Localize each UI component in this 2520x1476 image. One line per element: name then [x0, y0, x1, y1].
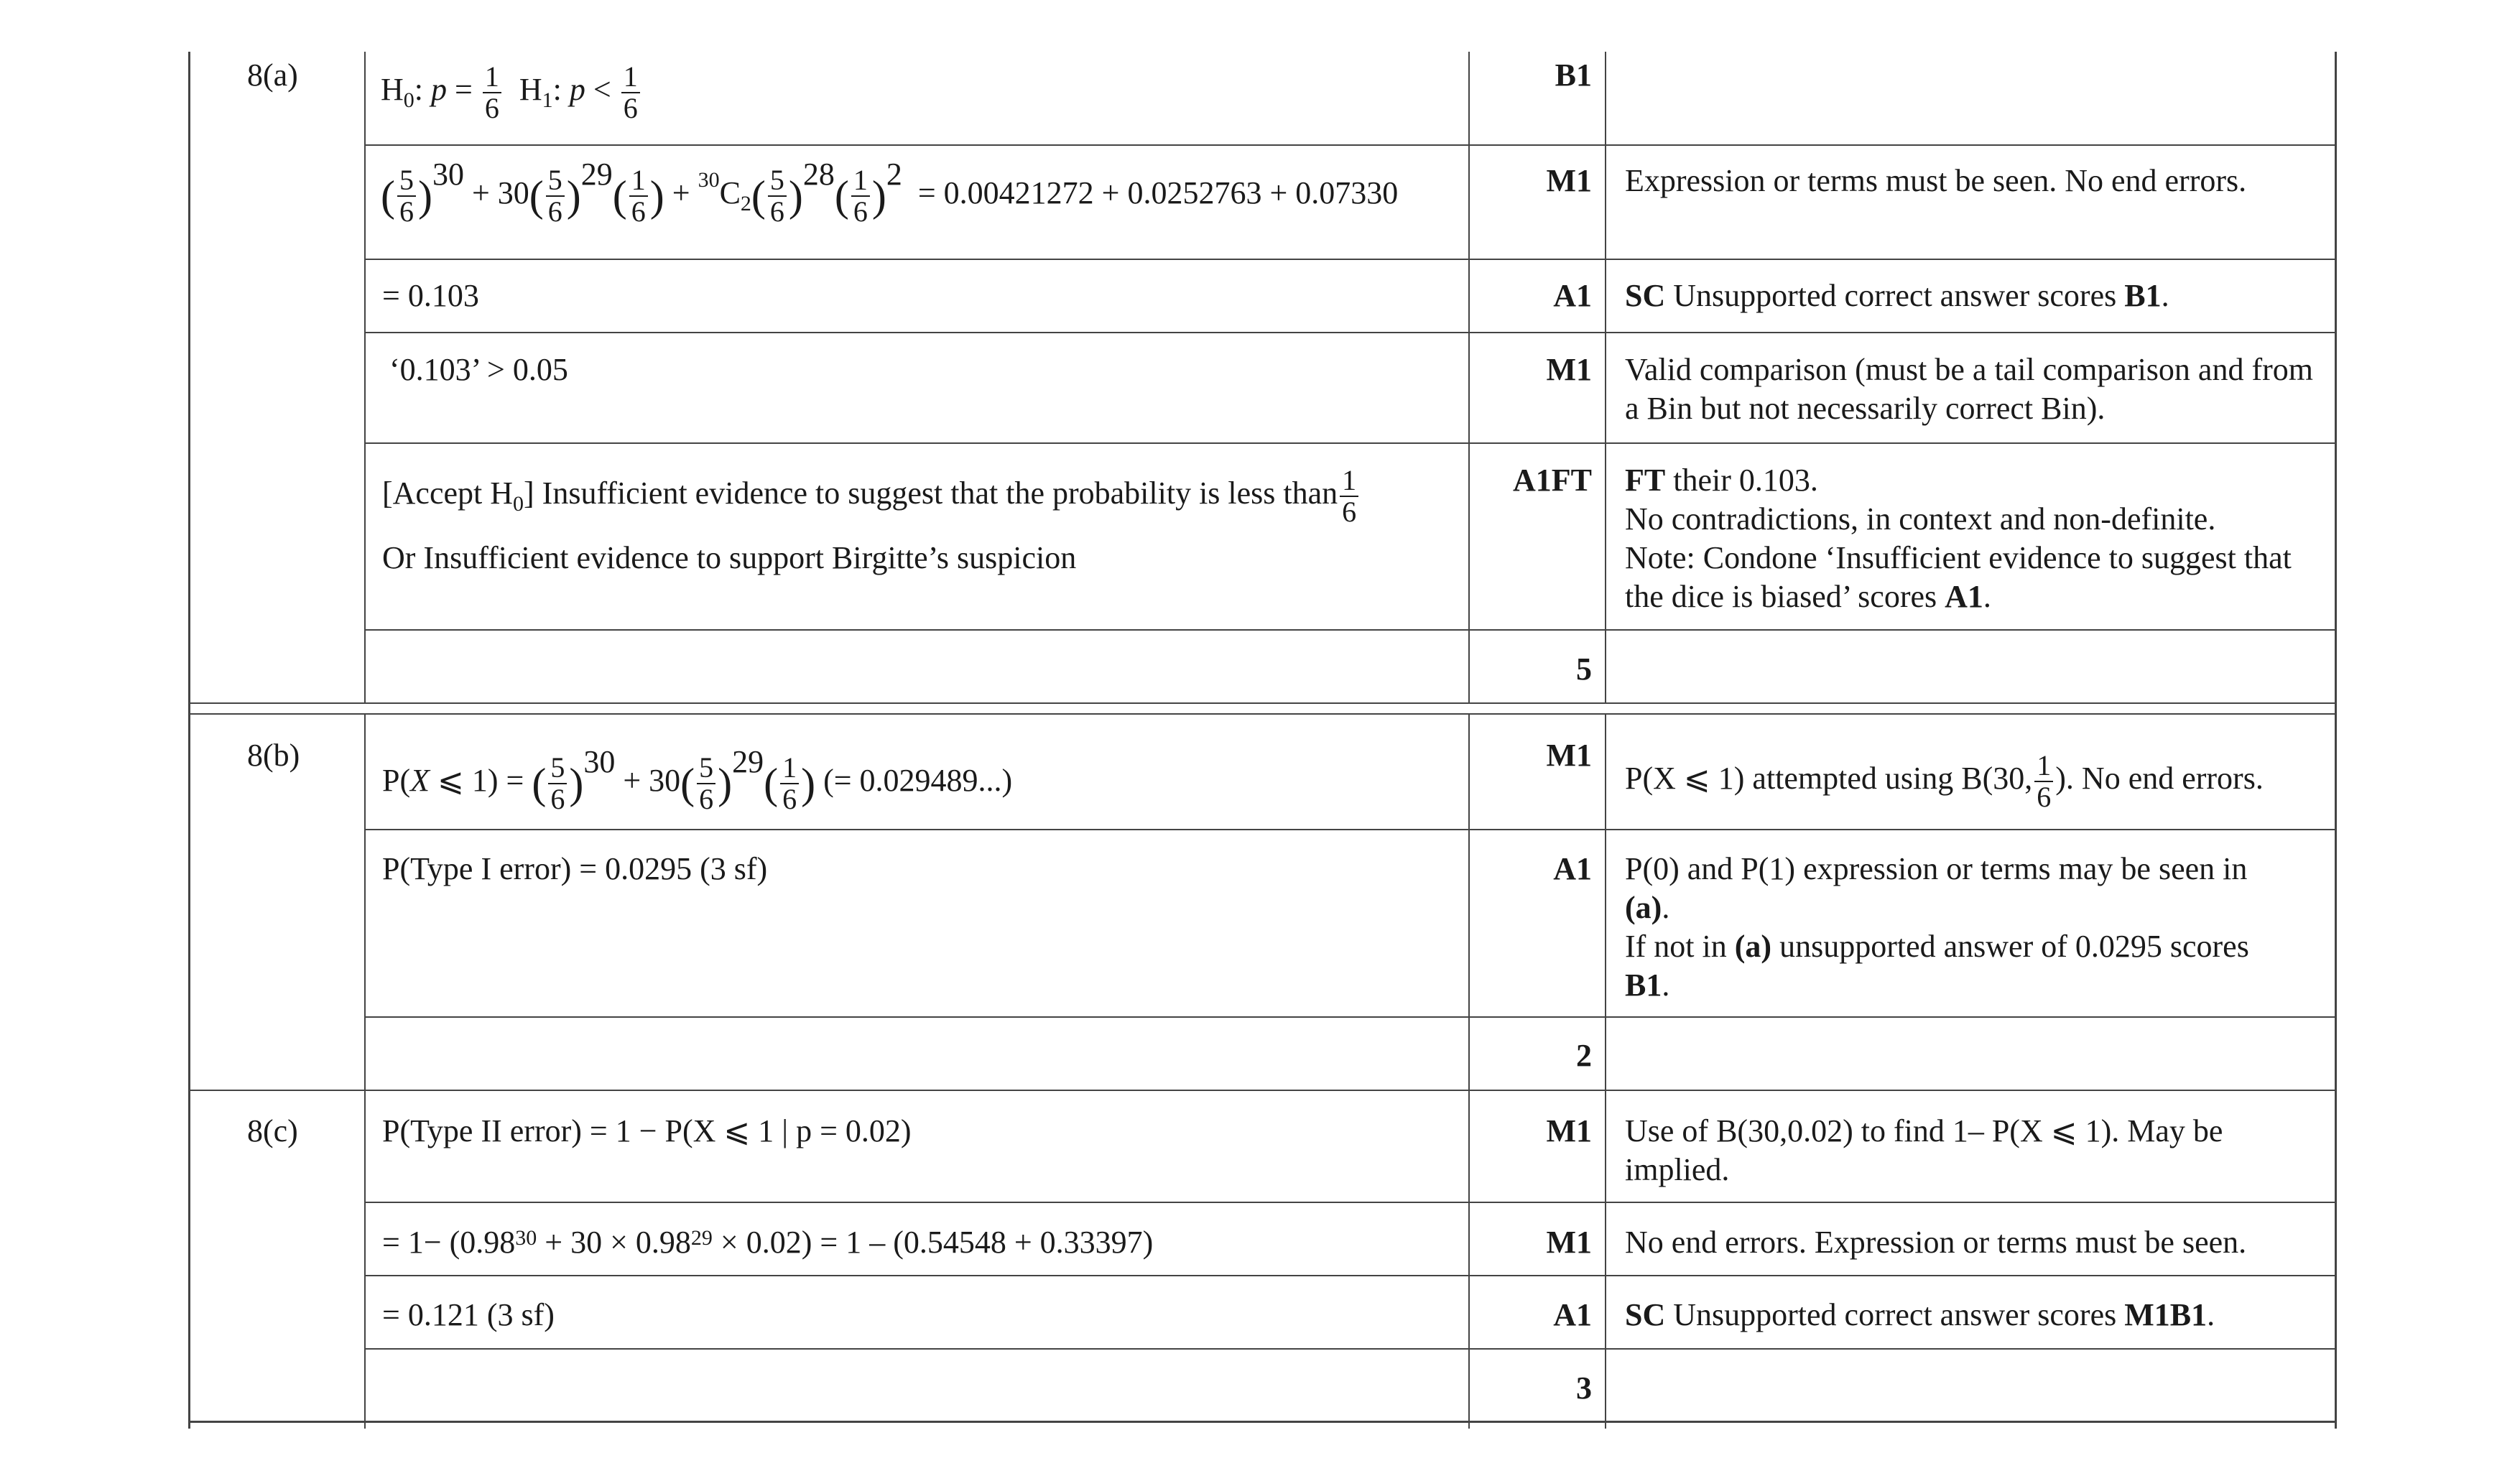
guidance-text: Expression or terms must be seen. No end errors. [1625, 163, 2247, 198]
mark-code: A1FT [1513, 463, 1592, 498]
question-number: 8(c) [247, 1113, 298, 1148]
special-case-label: SC [1625, 1297, 1666, 1332]
special-case-label: SC [1625, 278, 1666, 313]
guidance-text: FT their 0.103. No contradictions, in context and non-definite. Note: Condone ‘Insufficient evidence to suggest that the dice is biased’ scores A1. [1625, 463, 2292, 614]
answer-value: = 0.121 (3 sf) [382, 1297, 555, 1332]
mark-code: M1 [1546, 352, 1592, 387]
row-divider [364, 1016, 2337, 1018]
expression-result: (= 0.029489...) [823, 763, 1013, 799]
question-number: 8(a) [247, 57, 298, 93]
mark-code: A1 [1553, 278, 1592, 313]
row-divider [364, 259, 2337, 260]
answer-value: P(Type I error) = 0.0295 (3 sf) [382, 851, 768, 886]
mark-code: M1 [1546, 1113, 1592, 1148]
answer-value: = 0.103 [382, 278, 479, 313]
guidance-text: P(0) and P(1) expression or terms may be seen in (a). If not in (a) unsupported answer of 0.0295 scores B1. [1625, 851, 2249, 1003]
comparison-answer: ‘0.103’ > 0.05 [389, 352, 568, 387]
section-divider-double [188, 713, 2337, 715]
row-divider [364, 629, 2337, 631]
mark-code: M1 [1546, 738, 1592, 773]
guidance-text: P(X ⩽ 1) attempted using B(30, $\frac{1}{6}$ ). No end errors. [1625, 749, 2264, 813]
conclusion-alternative: Or Insufficient evidence to support Birgitte’s suspicion [382, 540, 1077, 575]
guidance-text: Valid comparison (must be a tail comparison and from a Bin but not necessarily correct Bin). [1625, 352, 2313, 426]
guidance-text: No end errors. Expression or terms must be seen. [1625, 1225, 2247, 1260]
total-marks: 5 [1576, 651, 1592, 687]
guidance-text: SC Unsupported correct answer scores B1. [1625, 278, 2169, 313]
guidance-text: Use of B(30,0.02) to find 1– P(X ⩽ 1). May be implied. [1625, 1113, 2223, 1187]
mark-code: B1 [1555, 57, 1592, 93]
total-marks: 2 [1576, 1038, 1592, 1073]
row-divider [364, 332, 2337, 333]
probability-expression: = $1- (0.98^{30} + 30 \times 0.98^{29} \times 0.02) = 1 - (0.54548 + 0.33397)$ [382, 1225, 1154, 1260]
question-number: 8(b) [247, 738, 300, 773]
probability-expression: P(X ⩽ 1) = ( $\frac{5}{6}$ )$^{30}$ + 30( $\frac{5}{6}$ )$^{29}$( $\frac{1}{6}$ ) (= 0.029489...) [382, 744, 1013, 815]
row-divider [364, 442, 2337, 444]
table-border-left [188, 52, 190, 1429]
table-border-bottom [188, 1421, 2337, 1423]
total-marks: 3 [1576, 1370, 1592, 1406]
probability-expression: ( $\frac{5}{6}$ )$^{30}$ + 30( $\frac{5}{6}$ )$^{29}$( $\frac{1}{6}$ ) + $^{30}C_2$( $\frac{5}{6}$ )$^{28}$( $\frac{1}{6}$ )$^2$ = 0.00421272 + 0.0252763 + 0.07330 [381, 157, 1399, 228]
mark-code: A1 [1553, 851, 1592, 886]
mark-code: M1 [1546, 163, 1592, 198]
section-gap [190, 704, 2335, 713]
row-divider [364, 144, 2337, 146]
row-divider [364, 1275, 2337, 1276]
hypotheses-answer: $H_0$: p = $\frac{1}{6}$ $H_1$: p < $\frac{1}{6}$ [381, 62, 1458, 124]
mark-code: A1 [1553, 1297, 1592, 1332]
expression-result: = 0.00421272 + 0.0252763 + 0.07330 [917, 175, 1399, 211]
conclusion-answer: [Accept $H_0$] Insufficient evidence to suggest that the probability is less than $\frac{1}{6}$ Or Insufficient evidence to support Birgitte’s suspicion [382, 465, 1460, 577]
row-divider [364, 829, 2337, 830]
mark-code: M1 [1546, 1225, 1592, 1260]
row-divider [364, 1202, 2337, 1203]
type-two-error-setup: P(Type II error) = 1 − P(X ⩽ 1 | p = 0.02) [382, 1113, 912, 1148]
section-divider [188, 1090, 2337, 1091]
guidance-text: SC Unsupported correct answer scores M1B1. [1625, 1297, 2215, 1332]
row-divider [364, 1348, 2337, 1350]
